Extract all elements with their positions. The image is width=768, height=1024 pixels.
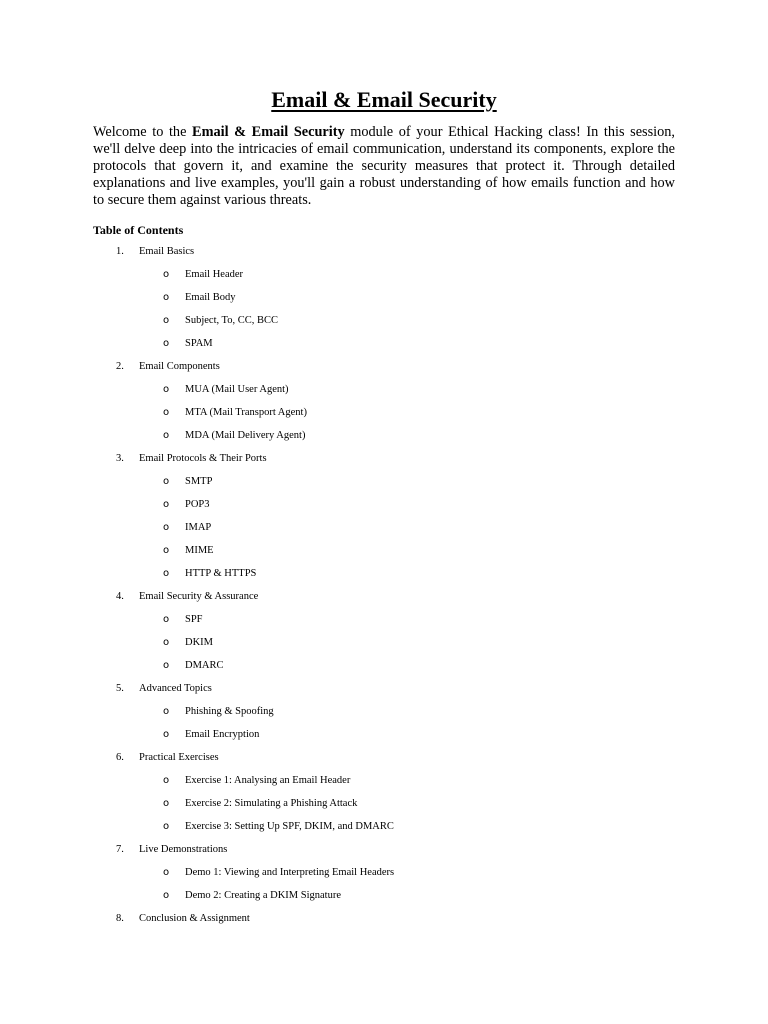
toc-item (93, 451, 675, 589)
toc-subitem-label: MUA (Mail User Agent) (185, 384, 289, 395)
toc-subitem (93, 888, 675, 911)
toc-subitem-label: MDA (Mail Delivery Agent) (185, 430, 306, 441)
toc-item-row (93, 589, 675, 612)
toc-item-row (93, 842, 675, 865)
hollow-circle-bullet-icon: o (163, 729, 170, 740)
toc-item-label: Email Basics (139, 246, 195, 257)
toc-subitem-label: SPAM (185, 338, 213, 349)
intro-text-after: module of your Ethical Hacking class! In this session, we'll delve deep into the intricacies of email communication, understand its components, explore the protocols that govern it, and examine the security measures that protect it. Through detailed explanations and live examples, you'll gain a robust understanding of how emails function and how to secure them against various threats. (93, 124, 676, 208)
toc-item-label: Email Components (139, 361, 220, 372)
hollow-circle-bullet-icon: o (163, 315, 170, 326)
toc-subitem (93, 796, 675, 819)
toc-sublist (93, 704, 675, 750)
hollow-circle-bullet-icon: o (163, 292, 170, 303)
toc-subitem (93, 704, 675, 727)
toc-item-row (93, 750, 675, 773)
toc-item-number: 4. (116, 591, 124, 602)
toc-item-number: 6. (116, 752, 124, 763)
toc-item-label: Conclusion & Assignment (139, 913, 250, 924)
toc-sublist (93, 865, 675, 911)
toc-subitem-label: HTTP & HTTPS (185, 568, 257, 579)
toc-subitem (93, 612, 675, 635)
toc-subitem (93, 865, 675, 888)
toc-subitem (93, 727, 675, 750)
hollow-circle-bullet-icon: o (163, 890, 170, 901)
hollow-circle-bullet-icon: o (163, 637, 170, 648)
toc-subitem (93, 497, 675, 520)
hollow-circle-bullet-icon: o (163, 476, 170, 487)
toc-subitem (93, 543, 675, 566)
hollow-circle-bullet-icon: o (163, 775, 170, 786)
hollow-circle-bullet-icon: o (163, 338, 170, 349)
toc-subitem (93, 405, 675, 428)
hollow-circle-bullet-icon: o (163, 821, 170, 832)
toc-item (93, 359, 675, 451)
toc-item-label: Email Protocols & Their Ports (139, 453, 267, 464)
toc-subitem (93, 313, 675, 336)
toc-subitem (93, 428, 675, 451)
hollow-circle-bullet-icon: o (163, 407, 170, 418)
toc-subitem-label: Exercise 3: Setting Up SPF, DKIM, and DMARC (185, 821, 394, 832)
intro-paragraph (93, 124, 675, 209)
toc-item-label: Email Security & Assurance (139, 591, 259, 602)
toc-item-label: Live Demonstrations (139, 844, 228, 855)
document-title: Email & Email Security (271, 87, 497, 112)
toc-subitem (93, 290, 675, 313)
toc-item-number: 8. (116, 913, 124, 924)
toc-subitem-label: Email Header (185, 269, 244, 280)
toc-subitem (93, 267, 675, 290)
toc-item-row (93, 681, 675, 704)
toc-subitem-label: Phishing & Spoofing (185, 706, 274, 717)
toc-sublist (93, 267, 675, 359)
toc-subitem (93, 520, 675, 543)
intro-text-bold: Email & Email Security (192, 124, 345, 140)
toc-subitem-label: Demo 2: Creating a DKIM Signature (185, 890, 342, 901)
toc-sublist (93, 773, 675, 842)
toc-subitem-label: SPF (185, 614, 203, 625)
toc-item-row (93, 911, 675, 934)
toc-item-number: 1. (116, 246, 124, 257)
toc-subitem-label: Exercise 2: Simulating a Phishing Attack (185, 798, 358, 809)
toc-sublist (93, 612, 675, 681)
toc-subitem-label: DKIM (185, 637, 213, 648)
hollow-circle-bullet-icon: o (163, 499, 170, 510)
hollow-circle-bullet-icon: o (163, 706, 170, 717)
toc-item (93, 681, 675, 750)
hollow-circle-bullet-icon: o (163, 430, 170, 441)
toc-subitem (93, 382, 675, 405)
toc-subitem (93, 635, 675, 658)
toc-subitem (93, 773, 675, 796)
toc-item-row (93, 359, 675, 382)
toc-item-number: 3. (116, 453, 124, 464)
toc-subitem-label: SMTP (185, 476, 213, 487)
toc-item (93, 244, 675, 359)
toc-subitem (93, 819, 675, 842)
toc-item-number: 7. (116, 844, 124, 855)
toc-item-row (93, 244, 675, 267)
hollow-circle-bullet-icon: o (163, 568, 170, 579)
toc-subitem-label: POP3 (185, 499, 210, 510)
toc-item-row (93, 451, 675, 474)
hollow-circle-bullet-icon: o (163, 798, 170, 809)
hollow-circle-bullet-icon: o (163, 660, 170, 671)
toc-subitem-label: Demo 1: Viewing and Interpreting Email Headers (185, 867, 395, 878)
toc-item (93, 589, 675, 681)
document-page (93, 86, 675, 934)
intro-text-before: Welcome to the (93, 124, 193, 140)
hollow-circle-bullet-icon: o (163, 545, 170, 556)
hollow-circle-bullet-icon: o (163, 384, 170, 395)
toc-subitem (93, 566, 675, 589)
toc-subitem-label: MTA (Mail Transport Agent) (185, 407, 307, 418)
hollow-circle-bullet-icon: o (163, 614, 170, 625)
toc-subitem-label: Exercise 1: Analysing an Email Header (185, 775, 351, 786)
toc-item-label: Advanced Topics (139, 683, 212, 694)
toc-subitem-label: IMAP (185, 522, 212, 533)
hollow-circle-bullet-icon: o (163, 522, 170, 533)
toc-item (93, 911, 675, 934)
hollow-circle-bullet-icon: o (163, 867, 170, 878)
toc-sublist (93, 382, 675, 451)
toc-item-number: 5. (116, 683, 124, 694)
toc-item-label: Practical Exercises (139, 752, 219, 763)
toc-item (93, 750, 675, 842)
toc-item-number: 2. (116, 361, 124, 372)
toc-subitem-label: Email Encryption (185, 729, 260, 740)
table-of-contents (93, 244, 675, 934)
toc-subitem-label: Email Body (185, 292, 236, 303)
toc-subitem (93, 336, 675, 359)
toc-subitem (93, 658, 675, 681)
toc-sublist (93, 474, 675, 589)
hollow-circle-bullet-icon: o (163, 269, 170, 280)
toc-heading: Table of Contents (93, 223, 184, 237)
toc-subitem-label: Subject, To, CC, BCC (185, 315, 279, 326)
toc-subitem-label: MIME (185, 545, 214, 556)
toc-subitem (93, 474, 675, 497)
toc-item (93, 842, 675, 911)
toc-subitem-label: DMARC (185, 660, 224, 671)
